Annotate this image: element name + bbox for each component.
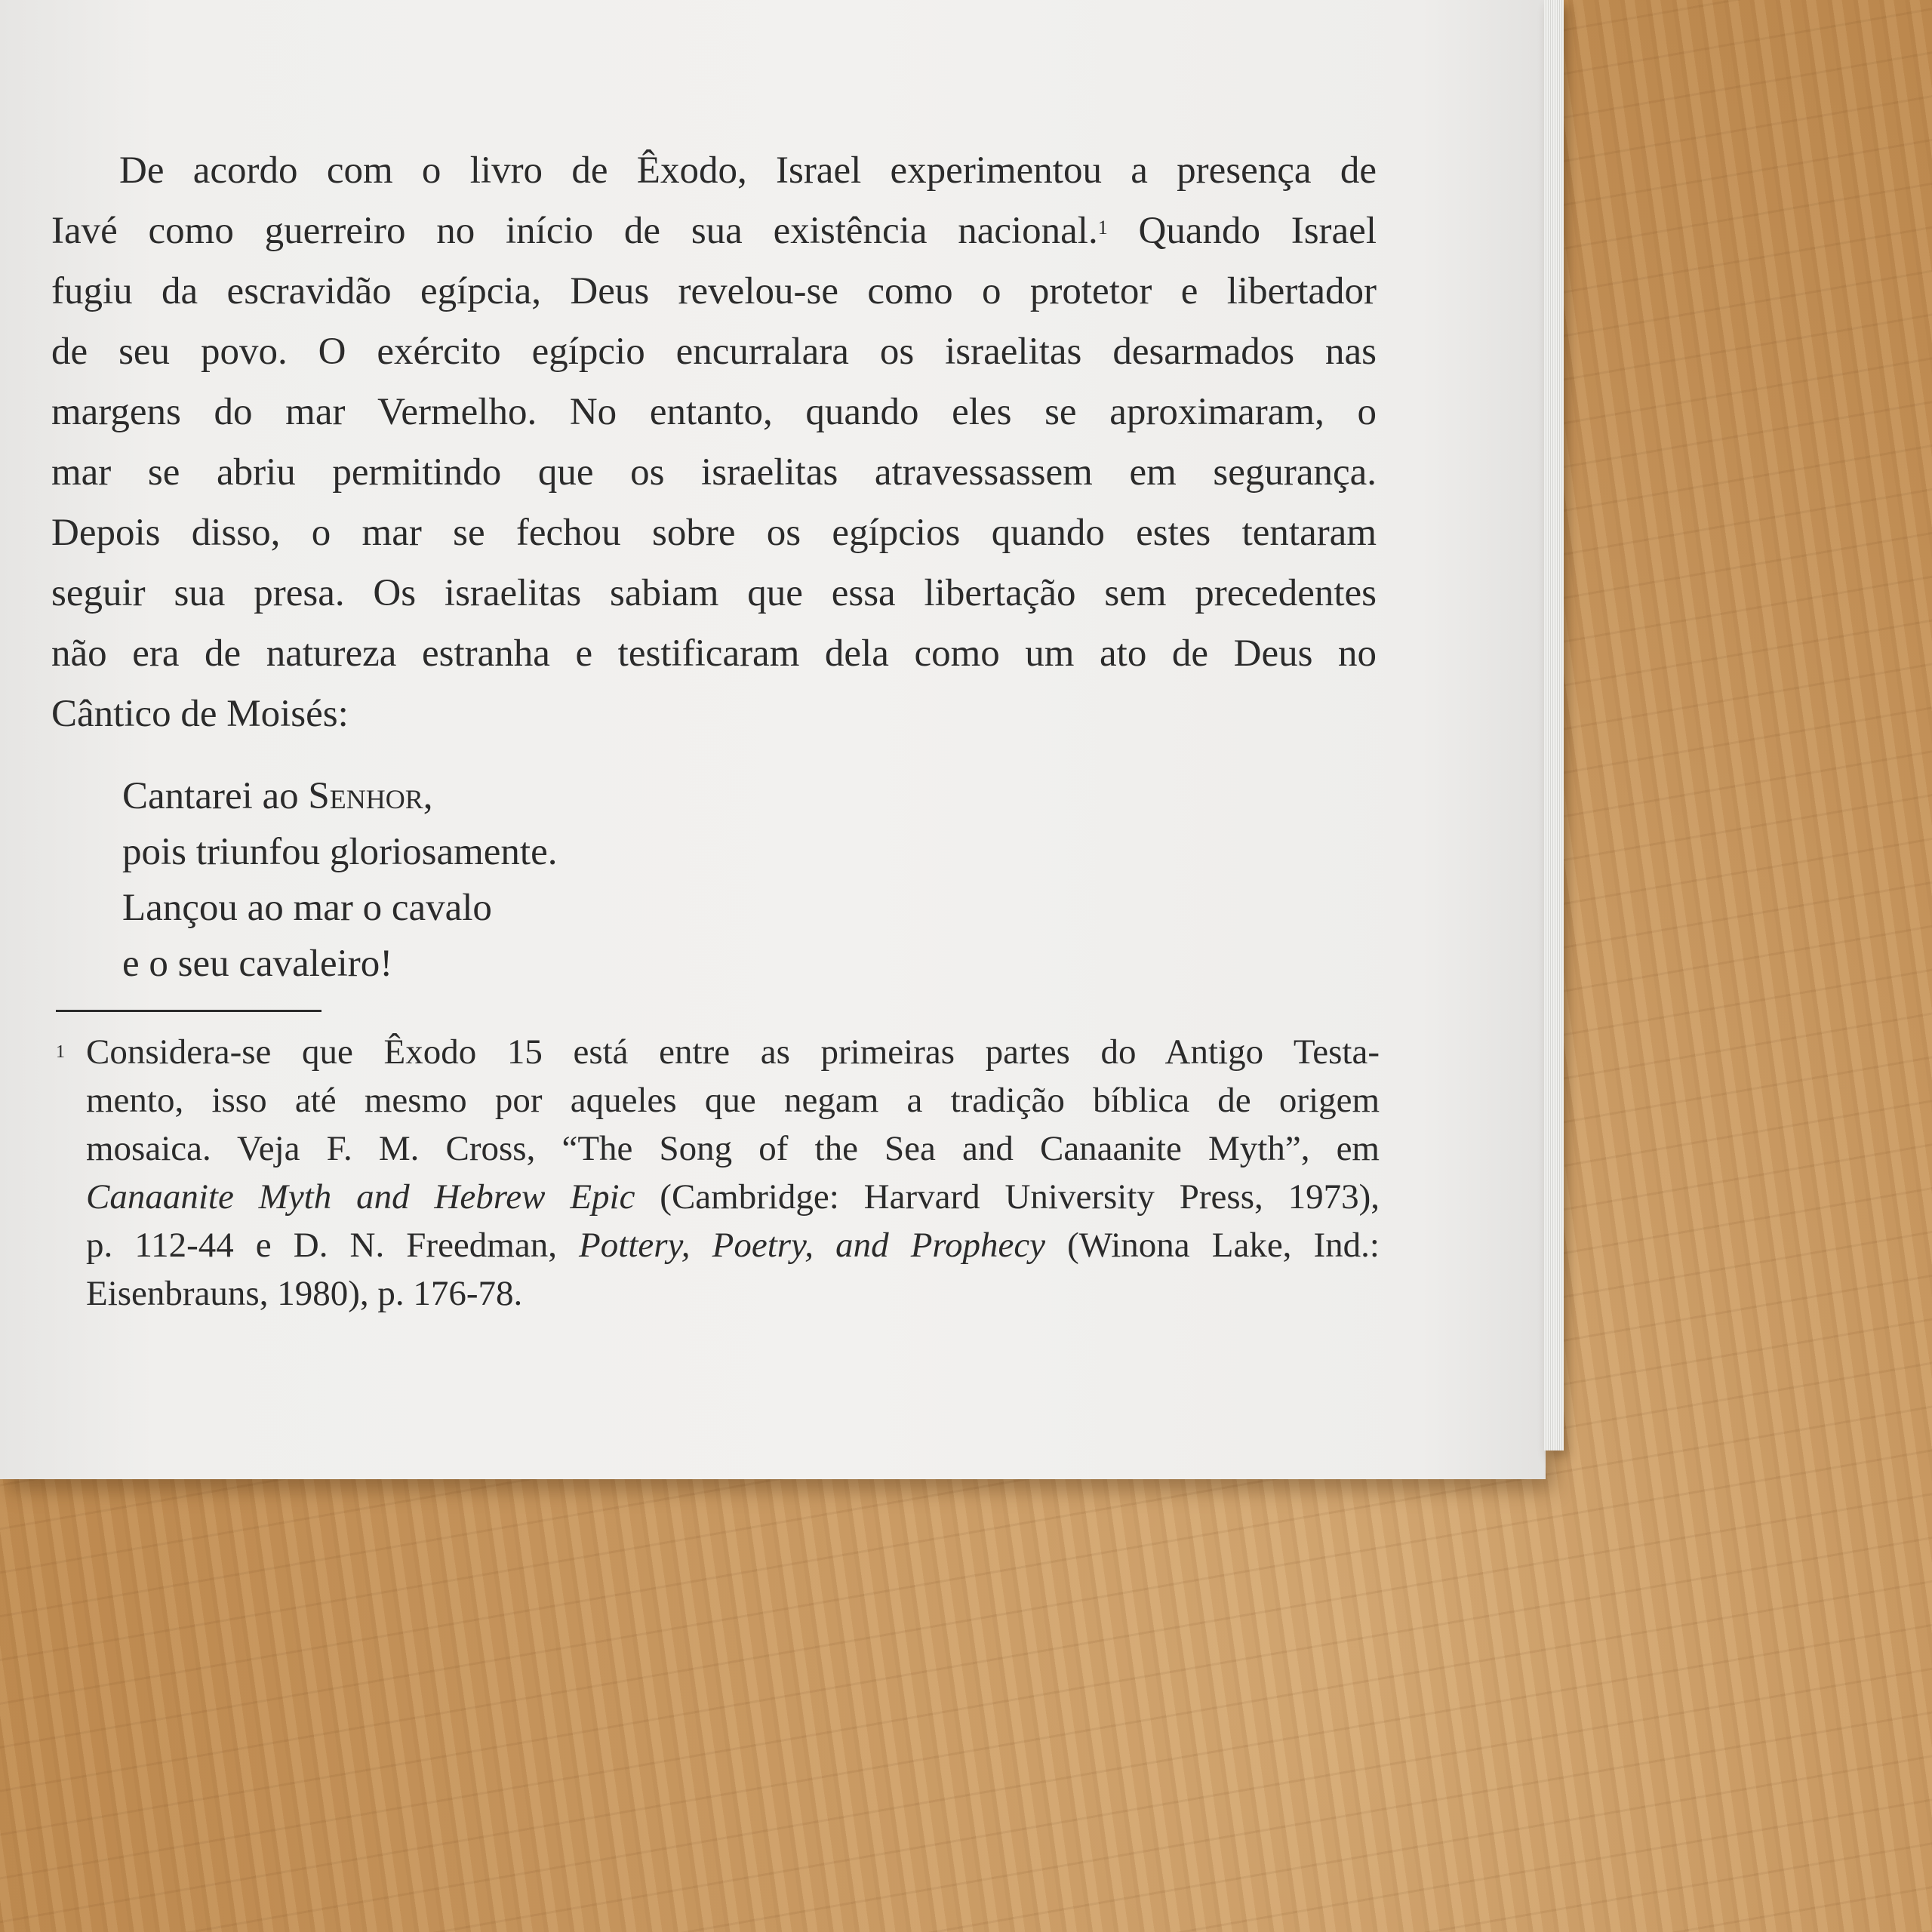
paragraph-line-5: margens do mar Vermelho. No entanto, quando eles se aproximaram, o bbox=[51, 391, 1377, 433]
paragraph-line-6: mar se abriu permitindo que os israelitas atravessassem em segurança. bbox=[51, 451, 1377, 494]
paragraph-line-8: seguir sua presa. Os israelitas sabiam que essa libertação sem precedentes bbox=[51, 572, 1377, 614]
paragraph-line-2-tail: Quando Israel bbox=[1107, 210, 1377, 252]
poem-line-4: e o seu cavaleiro! bbox=[122, 943, 393, 985]
footnote-line-6: Eisenbrauns, 1980), p. 176-78. bbox=[86, 1274, 523, 1313]
footnote-line-3: mosaica. Veja F. M. Cross, “The Song of the Sea and Canaanite Myth”, em bbox=[86, 1129, 1380, 1168]
footnote-line-5-suffix: (Winona Lake, Ind.: bbox=[1045, 1226, 1380, 1265]
show-through-text-top bbox=[45, 0, 1381, 60]
poem-line-1 bbox=[122, 768, 558, 824]
footnote-line-2: mento, isso até mesmo por aqueles que negam a tradição bíblica de origem bbox=[86, 1081, 1380, 1120]
poem-line-1-lord: Senhor bbox=[308, 775, 423, 817]
paragraph-line-7: Depois disso, o mar se fechou sobre os egípcios quando estes tentaram bbox=[51, 512, 1377, 554]
poem-line-1-prefix: Cantarei ao bbox=[122, 775, 309, 817]
poem-line-3: Lançou ao mar o cavalo bbox=[122, 887, 492, 929]
poem-line-1-suffix: , bbox=[423, 775, 433, 817]
footnote-line-5-prefix: p. 112-44 e D. N. Freedman, bbox=[86, 1226, 580, 1265]
footnote bbox=[56, 1028, 1380, 1318]
paragraph-line-4: de seu povo. O exército egípcio encurralara os israelitas desarmados nas bbox=[51, 331, 1377, 373]
footnote-book-title-1: Canaanite Myth and Hebrew Epic bbox=[86, 1177, 635, 1217]
footnote-text bbox=[86, 1028, 1380, 1318]
footnote-line-4-rest: (Cambridge: Harvard University Press, 1973), bbox=[635, 1177, 1380, 1217]
poem-line-2: pois triunfou gloriosamente. bbox=[122, 831, 558, 873]
main-paragraph bbox=[51, 140, 1377, 744]
paragraph-line-1: De acordo com o livro de Êxodo, Israel experimentou a presença de bbox=[119, 149, 1377, 192]
paragraph-line-3: fugiu da escravidão egípcia, Deus revelou-se como o protetor e libertador bbox=[51, 270, 1377, 312]
footnote-line-5 bbox=[86, 1221, 1380, 1269]
footnote-reference[interactable]: 1 bbox=[1097, 217, 1108, 238]
footnote-number: 1 bbox=[56, 1042, 65, 1062]
footnote-line-4 bbox=[86, 1173, 1380, 1221]
footnote-line-1: Considera-se que Êxodo 15 está entre as primeiras partes do Antigo Testa- bbox=[86, 1032, 1380, 1072]
paragraph-line-9: não era de natureza estranha e testificaram dela como um ato de Deus no bbox=[51, 632, 1377, 675]
page-stack-edge bbox=[1544, 0, 1564, 1451]
footnote-divider bbox=[56, 1010, 321, 1012]
paragraph-line-2 bbox=[51, 201, 1377, 261]
footnote-book-title-2: Pottery, Poetry, and Prophecy bbox=[579, 1226, 1046, 1265]
poem-quote bbox=[122, 768, 558, 992]
paragraph-line-2-text: Iavé como guerreiro no início de sua existência nacional. bbox=[51, 210, 1098, 252]
paragraph-line-10: Cântico de Moisés: bbox=[51, 693, 349, 735]
